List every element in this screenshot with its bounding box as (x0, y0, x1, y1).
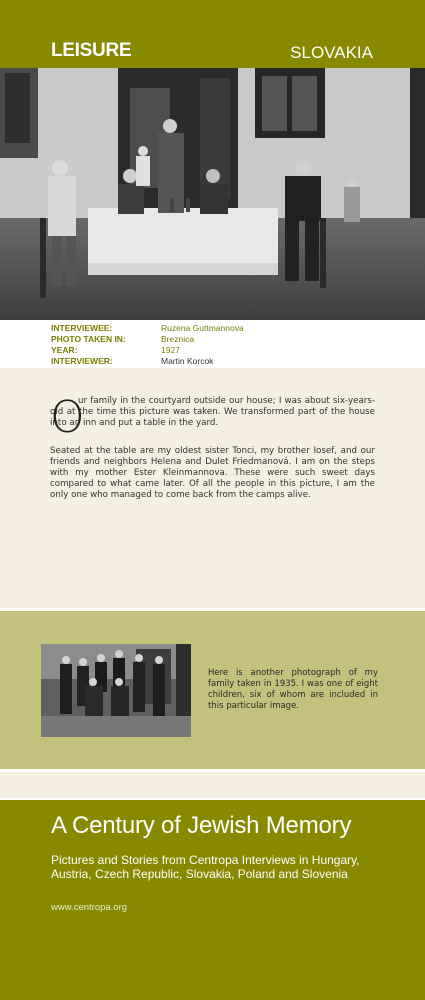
footer (0, 800, 425, 1000)
meta-label: YEAR: (51, 345, 78, 355)
meta-value: 1927 (161, 345, 180, 355)
photo-metadata (0, 320, 425, 368)
meta-label: PHOTO TAKEN IN: (51, 334, 126, 344)
footer-subtitle: Pictures and Stories from Centropa Interviews in Hungary, Austria, Czech Republic, Slovakia, Poland and Slovenia (51, 853, 360, 881)
spacer-strip (0, 772, 425, 798)
country-label: SLOVAKIA (290, 43, 373, 62)
meta-label: INTERVIEWER: (51, 356, 113, 366)
story-section (0, 368, 425, 608)
second-photo-section (0, 611, 425, 769)
second-photo-caption: Here is another photograph of my family taken in 1935. I was one of eight children, six of whom are included in this particular image. (208, 668, 378, 711)
category-title: LEISURE (51, 40, 132, 61)
meta-value: Breznica (161, 334, 195, 344)
drop-cap: O (50, 392, 85, 443)
meta-value: Martin Korcok (161, 356, 214, 366)
footer-title: A Century of Jewish Memory (51, 812, 352, 839)
meta-label: INTERVIEWEE: (51, 323, 113, 333)
meta-value: Ruzena Guttmannova (161, 323, 244, 333)
story-paragraph-1: ur family in the courtyard outside our house; I was about six-years-old at the time this picture was taken. We transformed part of the house into an inn and put a table in the yard. (50, 396, 375, 428)
story-paragraph-2: Seated at the table are my oldest sister Tonci, my brother Iosef, and our friends and neighbors Helena and Dulet Friedmanová. I am on the steps with my mother Ester Kleinmannova. These were such sweet days compared to what came later. Of all the people in this picture, I am the only one who managed to come back from the camps alive. (50, 446, 375, 500)
footer-url-link[interactable]: www.centropa.org (51, 902, 128, 913)
family-photo-1935 (41, 644, 191, 737)
header-bar (0, 0, 425, 68)
main-photo (0, 68, 425, 320)
